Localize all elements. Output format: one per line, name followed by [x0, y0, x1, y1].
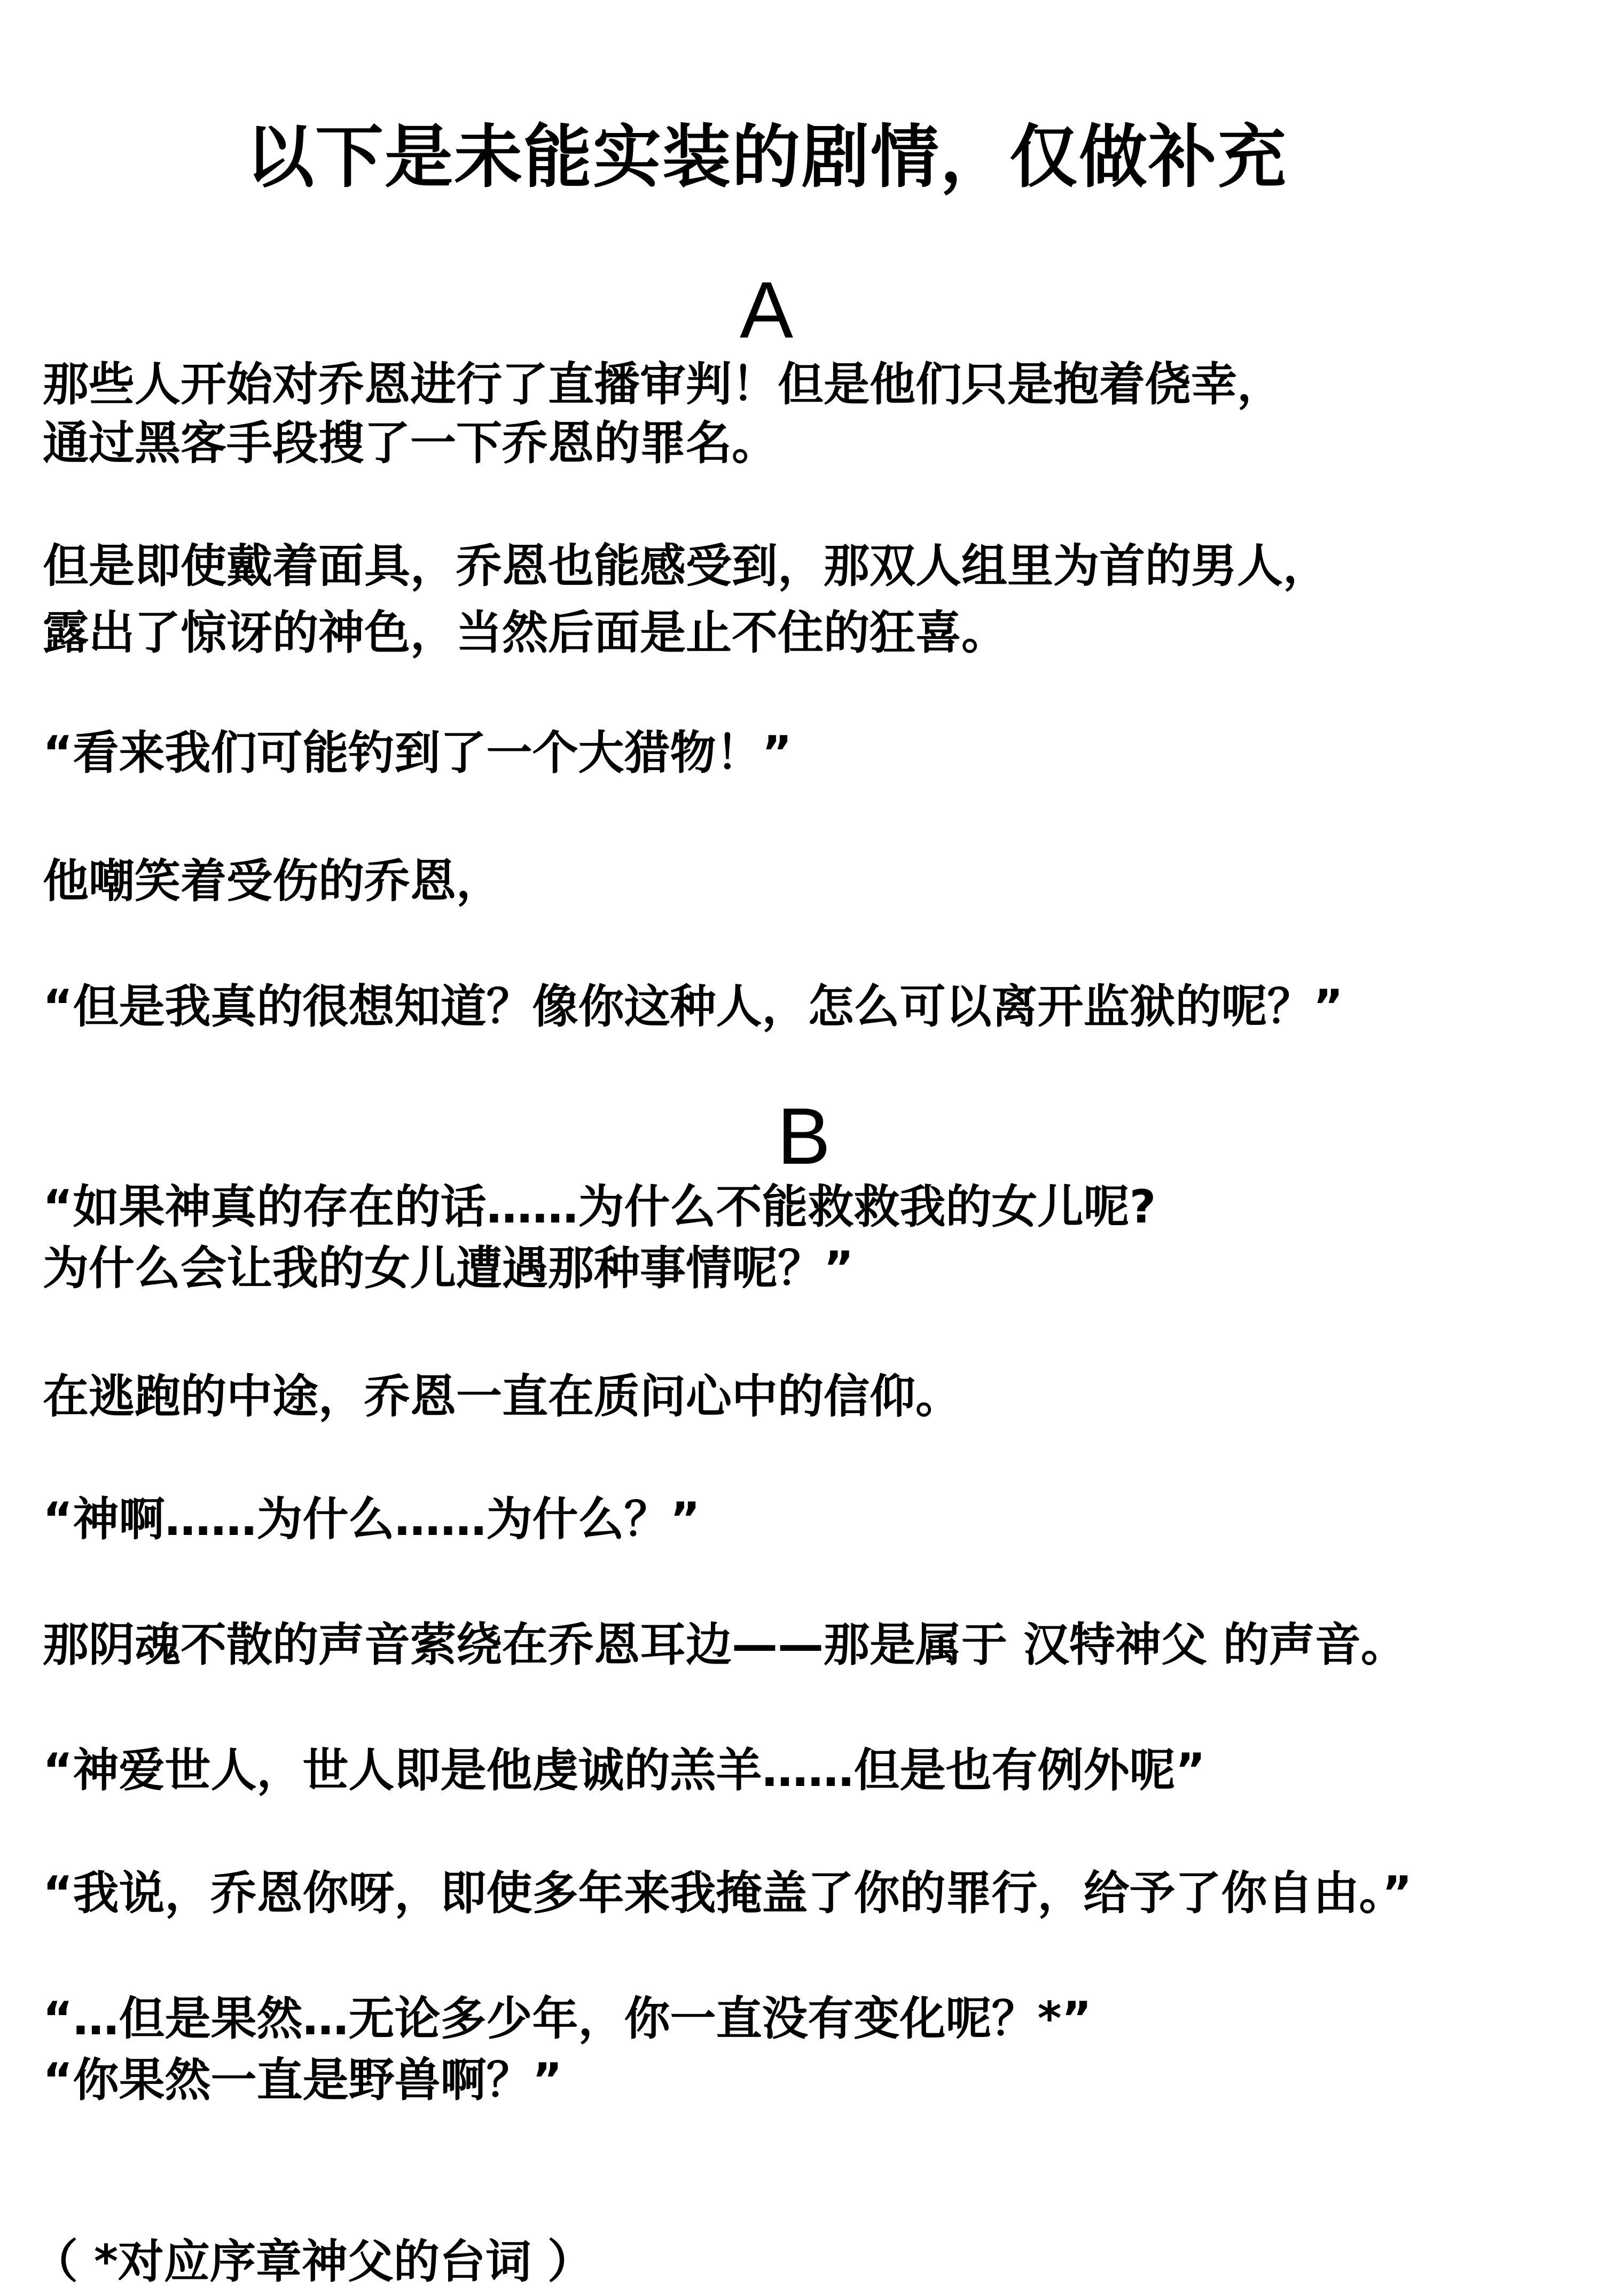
section-a-quote-1: “看来我们可能钓到了一个大猎物！” — [43, 726, 793, 780]
section-a-line-4: 露出了惊讶的神色，当然后面是止不住的狂喜。 — [43, 606, 1007, 660]
section-a-quote-2: “但是我真的很想知道？像你这种人，怎么可以离开监狱的呢？” — [43, 980, 1344, 1033]
section-b-quote-2: 为什么会让我的女儿遭遇那种事情呢？” — [43, 1242, 854, 1295]
section-b-line-1: 在逃跑的中途，乔恩一直在质问心中的信仰。 — [43, 1370, 961, 1423]
section-b-line-2: 那阴魂不散的声音萦绕在乔恩耳边——那是属于 汉特神父 的声音。 — [43, 1618, 1407, 1672]
section-b-quote-6: “…但是果然…无论多少年，你一直没有变化呢？*” — [43, 1992, 1092, 2046]
section-b-quote-4: “神爱世人，世人即是他虔诚的羔羊……但是也有例外呢” — [43, 1744, 1206, 1797]
section-a-line-3: 但是即使戴着面具，乔恩也能感受到，那双人组里为首的男人， — [43, 539, 1329, 593]
section-b-heading: B — [777, 1091, 831, 1181]
page-title: 以下是未能实装的剧情，仅做补充 — [245, 117, 1287, 197]
section-a-line-5: 他嘲笑着受伤的乔恩， — [43, 855, 502, 908]
section-b-quote-7: “你果然一直是野兽啊？” — [43, 2054, 563, 2107]
section-b-quote-1: “如果神真的存在的话……为什么不能救救我的女儿呢? — [43, 1180, 1156, 1234]
footnote: （ *对应序章神父的台词 ） — [32, 2235, 593, 2289]
section-a-heading: A — [740, 265, 794, 355]
section-a-line-2: 通过黑客手段搜了一下乔恩的罪名。 — [43, 417, 778, 470]
section-b-quote-3: “神啊……为什么……为什么？” — [43, 1493, 701, 1546]
section-b-quote-5: “我说，乔恩你呀，即使多年来我掩盖了你的罪行，给予了你自由。” — [43, 1867, 1413, 1920]
section-a-line-1: 那些人开始对乔恩进行了直播审判！但是他们只是抱着侥幸， — [43, 358, 1283, 411]
